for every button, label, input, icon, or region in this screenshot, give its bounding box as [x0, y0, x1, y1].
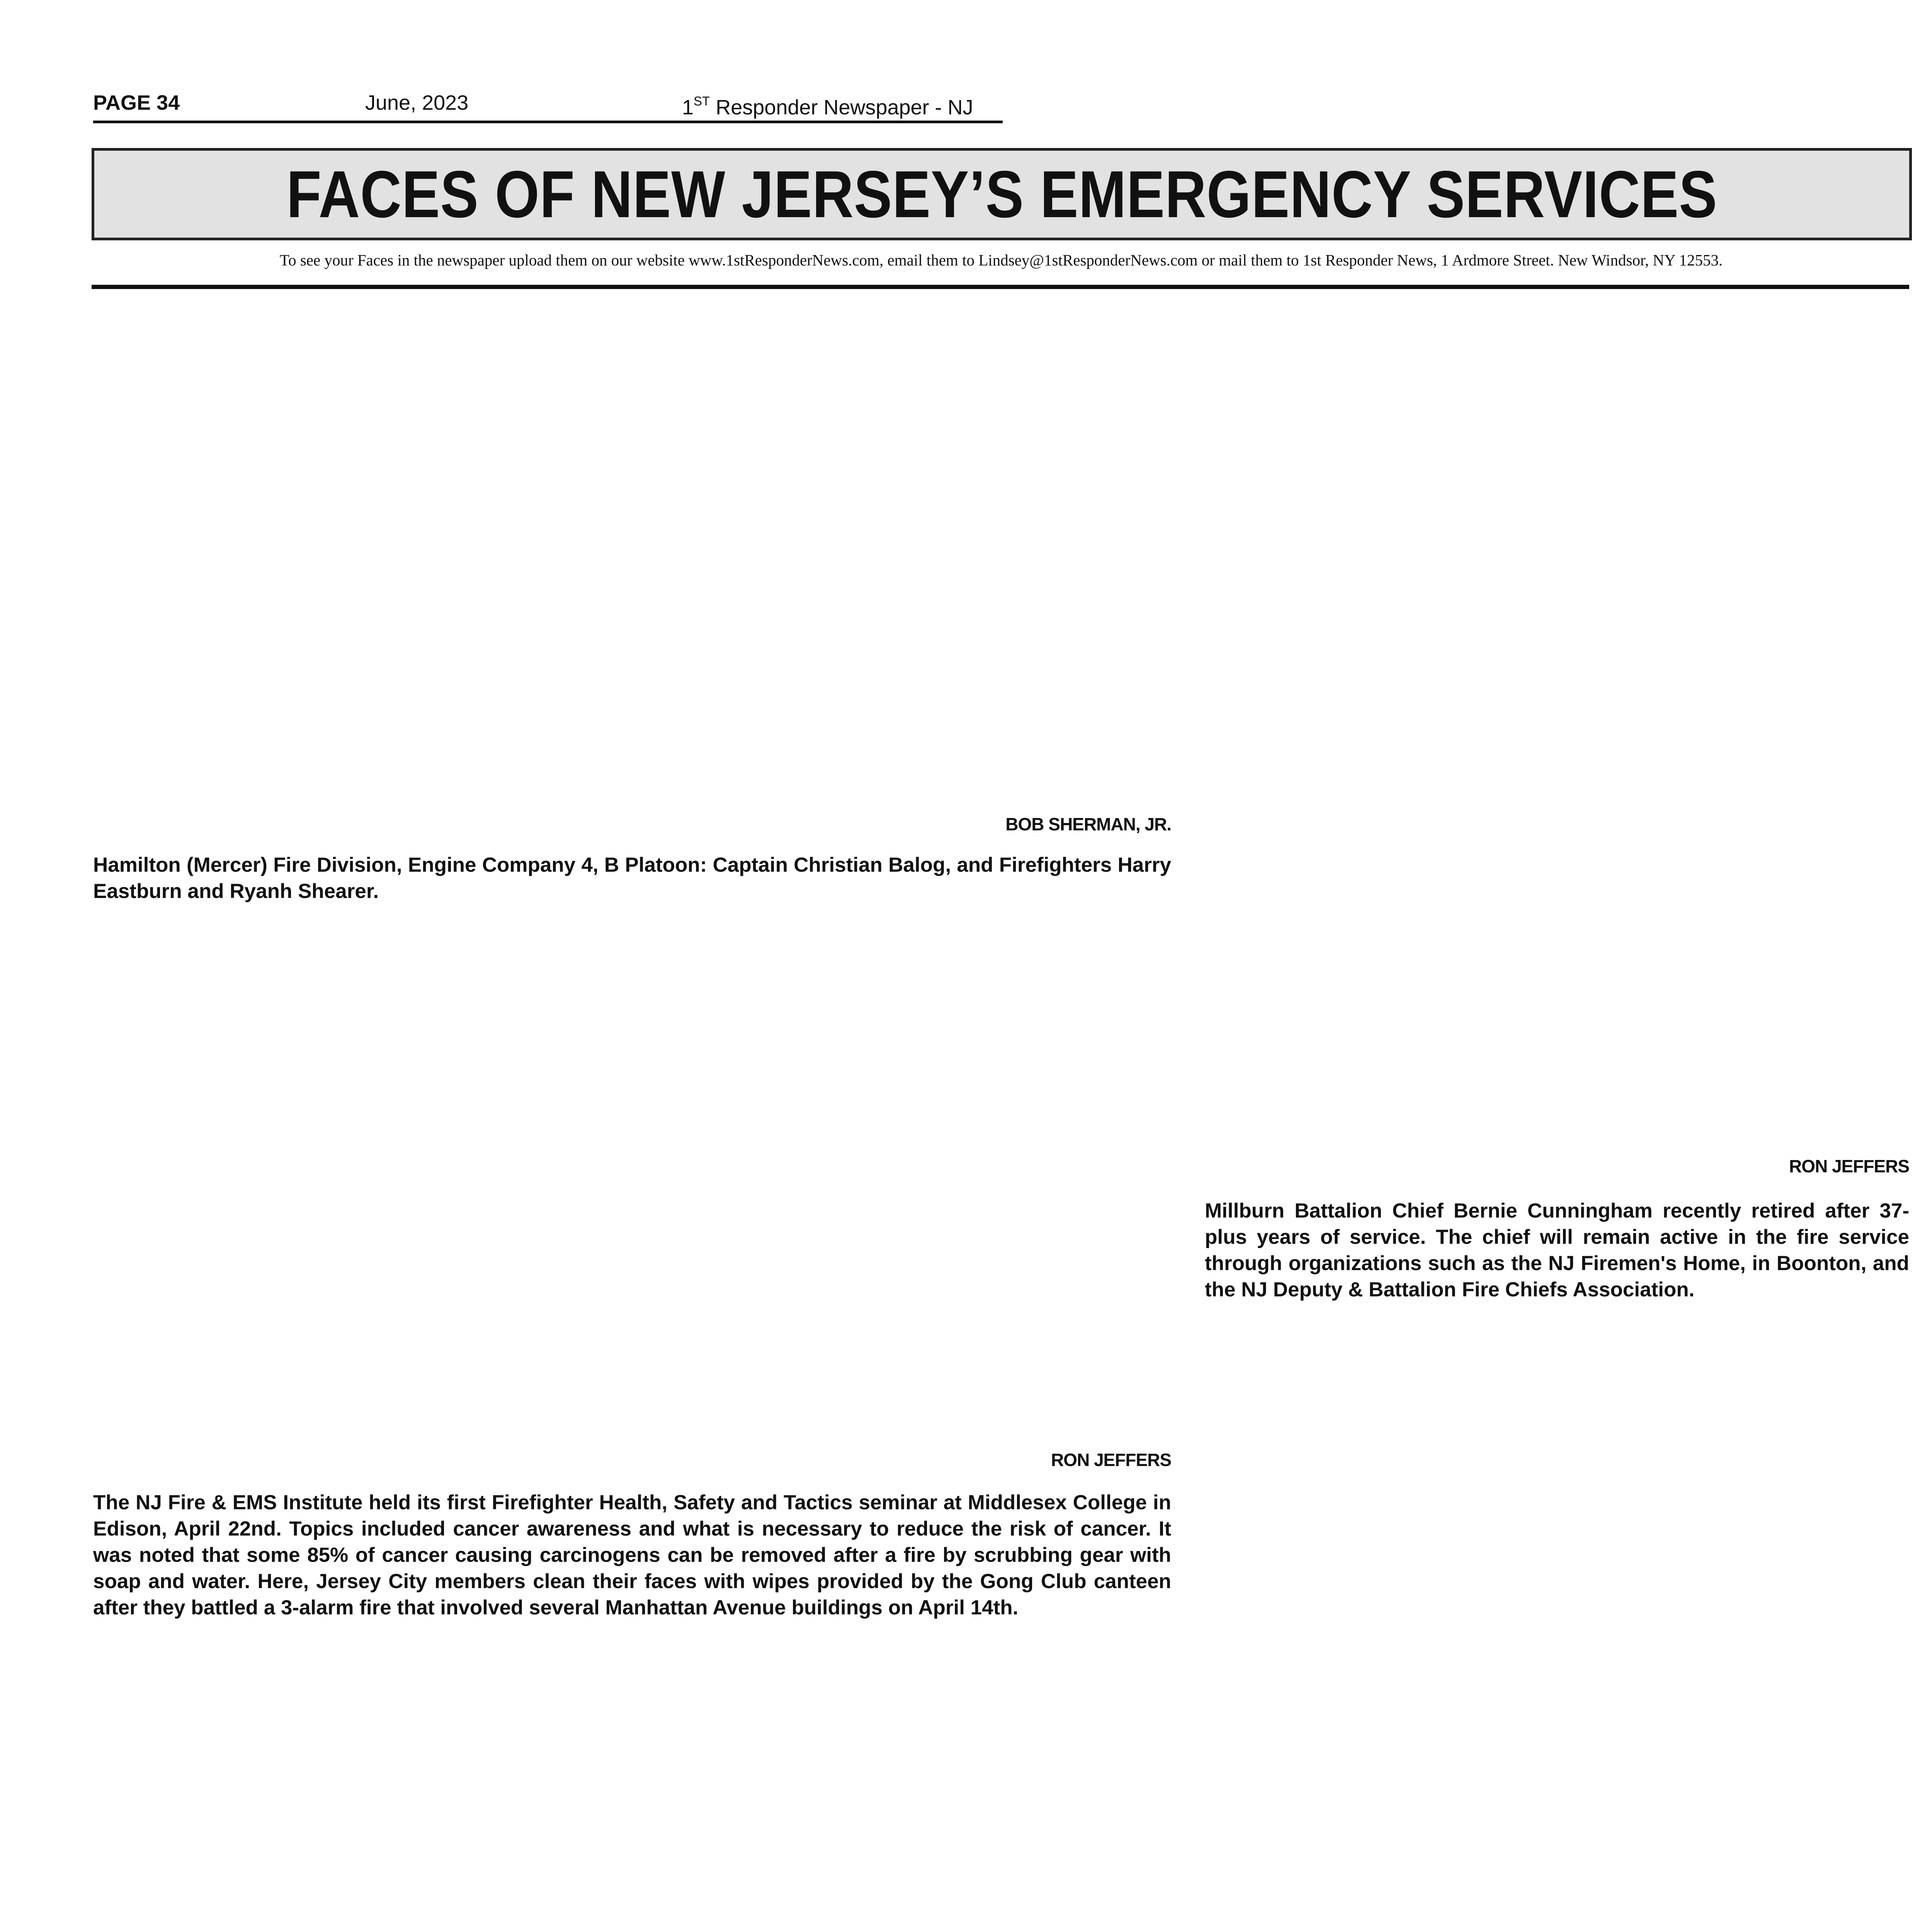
title-banner [92, 148, 1912, 240]
photo-caption: Hamilton (Mercer) Fire Division, Engine Company 4, B Platoon: Captain Christian Balog, and Firefighters Harry Eastburn and Ryanh Shearer. [93, 854, 1171, 903]
submission-info: To see your Faces in the newspaper upload them on our website www.1stResponderNews.com, email them to Lindsey@1stResponderNews.com or mail them to 1st Responder News, 1 Ardmore Street. New Windsor, NY 12553. [279, 251, 1723, 269]
title-rule [92, 285, 1909, 289]
publication-superscript: ST [694, 94, 710, 108]
photo-credit: RON JEFFERS [1051, 1450, 1171, 1470]
publication-prefix: 1 [682, 96, 694, 119]
page-number: PAGE 34 [93, 91, 180, 114]
photo-hamilton-engine-4 [93, 305, 1171, 804]
photo-middlesex-professors [93, 1669, 1171, 1932]
photo-credit: BOB SHERMAN, JR. [1005, 814, 1171, 834]
publication-name [682, 90, 973, 120]
publication-suffix: Responder Newspaper - NJ [710, 96, 973, 119]
header-rule [93, 121, 1003, 123]
page-title: FACES OF NEW JERSEY’S EMERGENCY SERVICES [286, 157, 1718, 231]
issue-date: June, 2023 [365, 91, 469, 114]
photo-chief-drennan [1205, 1321, 1909, 1932]
photo-credit: RON JEFFERS [1789, 1156, 1909, 1176]
photo-caption: The NJ Fire & EMS Institute held its first Firefighter Health, Safety and Tactics seminar at Middlesex College in Edison, April 22nd. Topics included cancer awareness and what is necessary to reduce the risk of cancer. It was noted that some 85% of cancer causing carcinogens can be removed after a fire by scrubbing gear with soap and water. Here, Jersey City members clean their faces with wipes provided by the Gong Club canteen after they battled a 3-alarm fire that involved several Manhattan Avenue buildings on April 14th. [93, 1491, 1171, 1619]
photo-millburn-chief [1205, 305, 1909, 1151]
photo-caption: Millburn Battalion Chief Bernie Cunningham recently retired after 37-plus years of service. The chief will remain active in the fire service through organizations such as the NJ Firemen's Home, in Boonton, and the NJ Deputy & Battalion Fire Chiefs Association. [1205, 1199, 1909, 1301]
photo-jersey-city-wipes [93, 935, 1171, 1437]
